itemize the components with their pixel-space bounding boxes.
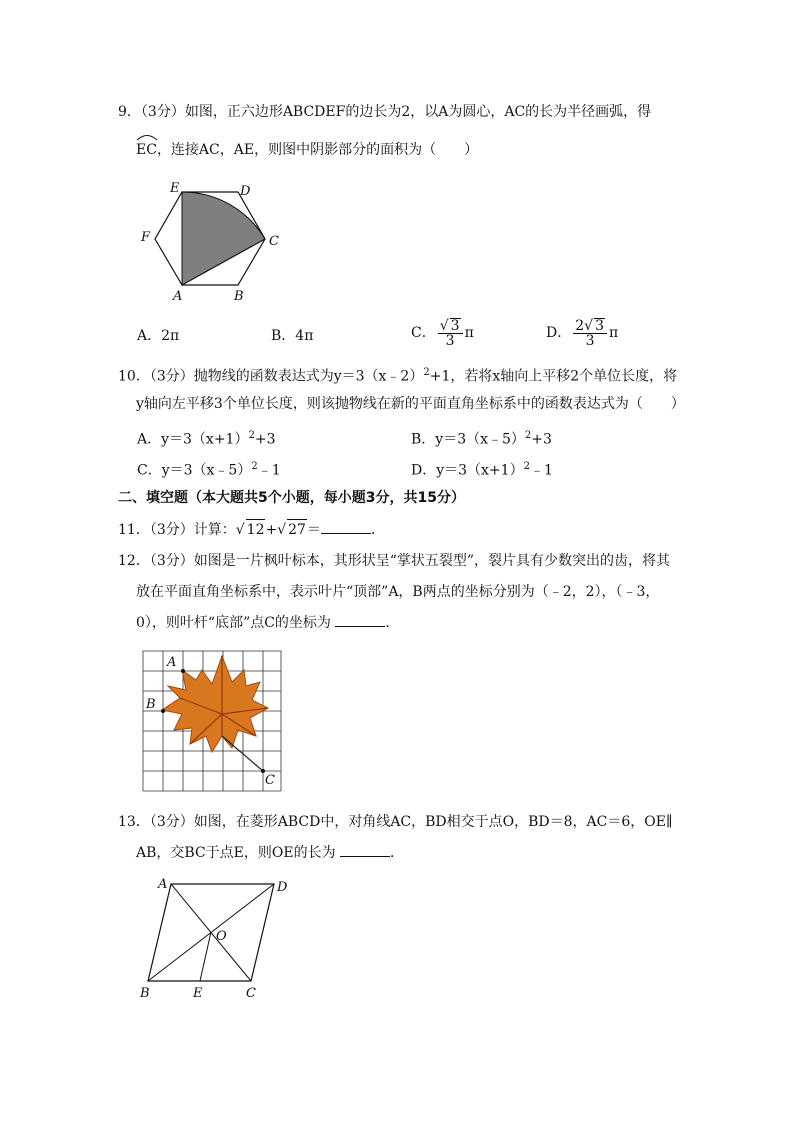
q9-option-b[interactable] (271, 326, 313, 346)
label-rhombus-c: C (246, 986, 256, 1001)
q9-option-c-prefix: C． (411, 325, 436, 341)
q9-option-c-radicand: 3 (450, 318, 460, 334)
arc-symbol-icon (136, 133, 158, 141)
q10-option-c-sup: 2 (251, 461, 258, 472)
q12-line2: 放在平面直角坐标系中，表示叶片“顶部”A，B两点的坐标分别为（﹣2，2），（﹣3， (136, 584, 660, 600)
q9-option-d-prefix: D． (546, 325, 572, 341)
label-b: B (234, 289, 244, 304)
q9-option-b-text: 4π (295, 328, 314, 344)
label-d: D (240, 184, 251, 199)
q12-line3-end: ． (385, 615, 400, 631)
hexagon-figure (130, 175, 300, 310)
q10-line1-a: 10．（3分）抛物线的函数表达式为y＝3（x﹣2） (118, 368, 424, 385)
q9-option-d-fraction: $\frac{2√ 3}{3}$ (573, 318, 607, 348)
q9-option-c-denominator: 3 (445, 333, 455, 349)
label-leaf-a: A (167, 655, 177, 670)
q9-option-d-denominator: 3 (585, 333, 595, 349)
q9-line2-text: ，连接AC，AE，则图中阴影部分的面积为（ ） (156, 142, 479, 158)
q9-option-d-pi: π (609, 325, 619, 341)
q9-option-c[interactable] (411, 318, 474, 348)
q10-option-b-tail: +3 (531, 431, 552, 448)
point-a (181, 669, 185, 673)
q10-option-b-sup: 2 (524, 430, 532, 441)
q10-option-c-text: C．y＝3（x﹣5） (137, 462, 252, 479)
q11-radicand-2: 27 (287, 519, 307, 540)
q9-option-d-coef: 2 (575, 318, 585, 334)
q10-option-d-text: D．y＝3（x+1） (411, 462, 524, 479)
q10-option-d[interactable] (411, 457, 553, 481)
maple-leaf-icon (162, 656, 268, 752)
label-rhombus-e: E (193, 986, 203, 1001)
q13-line2 (136, 842, 404, 863)
q9-option-a-prefix: A． (137, 328, 162, 344)
q9-option-a-text: 2π (161, 328, 180, 344)
q10-option-a[interactable] (137, 426, 275, 450)
label-leaf-c: C (265, 773, 275, 788)
q11-plus: + (265, 522, 278, 538)
q9-line2 (136, 140, 478, 160)
q10-option-d-tail: ﹣1 (529, 462, 553, 479)
q11-line: 11．（3分）计算：√ 12+√ 27＝ ． (118, 519, 385, 540)
q12-line1: 12．（3分）如图是一片枫叶标本，其形状呈“掌状五裂型”，裂片具有少数突出的齿，将其 (118, 553, 671, 569)
maple-leaf-grid-figure (140, 648, 285, 794)
q9-option-b-prefix: B． (271, 328, 296, 344)
q10-line1-b: +1，若将x轴向上平移2个单位长度，将 (429, 368, 678, 385)
label-rhombus-a: A (158, 877, 168, 892)
q10-option-a-sup: 2 (248, 430, 255, 441)
label-leaf-b: B (146, 697, 156, 712)
label-rhombus-d: D (277, 880, 288, 895)
q13-line2-end: ． (390, 845, 405, 861)
q11-radicand-1: 12 (246, 519, 266, 540)
label-a: A (173, 289, 183, 304)
q10-line2: y轴向左平移3个单位长度，则该抛物线在新的平面直角坐标系中的函数表达式为（ ） (136, 396, 685, 412)
section-heading: 二、填空题（本大题共5个小题，每小题3分，共15分） (118, 490, 465, 506)
q11-eq: ＝ (306, 522, 321, 538)
q9-option-d-radicand: 3 (595, 318, 604, 334)
label-rhombus-b: B (140, 986, 150, 1001)
q12-line3-text: 0），则叶杆“底部”点C的坐标为 (136, 615, 331, 631)
q12-line3 (136, 612, 399, 633)
q9-option-a[interactable] (137, 326, 179, 346)
q11-prefix: 11．（3分）计算： (118, 522, 236, 538)
q10-line1 (118, 363, 677, 387)
q9-option-c-pi: π (464, 325, 474, 341)
q13-answer-blank[interactable] (340, 842, 390, 857)
leaf-stem (222, 736, 263, 771)
q13-line1: 13．（3分）如图，在菱形ABCD中，对角线AC，BD相交于点O，BD＝8，AC＝6，OE∥ (118, 814, 673, 830)
q11-end: ． (370, 522, 385, 538)
label-f: F (141, 230, 151, 245)
label-c: C (269, 234, 279, 249)
q10-line1-sup: 2 (423, 367, 430, 378)
q10-option-b-text: B．y＝3（x﹣5） (411, 431, 525, 448)
q9-option-c-fraction: $\frac{√ 3}{3}$ (438, 318, 463, 348)
q10-option-d-sup: 2 (523, 461, 530, 472)
label-e: E (170, 181, 180, 196)
q10-option-c[interactable] (137, 457, 281, 481)
label-rhombus-o: O (216, 929, 227, 944)
q11-answer-blank[interactable] (321, 519, 371, 534)
rhombus-figure (130, 872, 300, 1007)
q10-option-b[interactable] (411, 426, 552, 450)
arc-label: EC (136, 142, 157, 158)
arc-ec-notation (136, 140, 157, 160)
q10-option-a-tail: +3 (254, 431, 276, 448)
q10-option-a-text: A．y＝3（x+1） (137, 431, 249, 448)
shaded-sector (182, 192, 265, 285)
q9-line1: 9．（3分）如图，正六边形ABCDEF的边长为2，以A为圆心，AC的长为半径画弧，得 (118, 104, 652, 120)
q9-option-d[interactable] (546, 318, 618, 348)
q12-answer-blank[interactable] (335, 612, 385, 627)
point-b (161, 709, 165, 713)
q13-line2-text: AB，交BC于点E，则OE的长为 (136, 845, 336, 861)
q10-option-c-tail: ﹣1 (257, 462, 281, 479)
